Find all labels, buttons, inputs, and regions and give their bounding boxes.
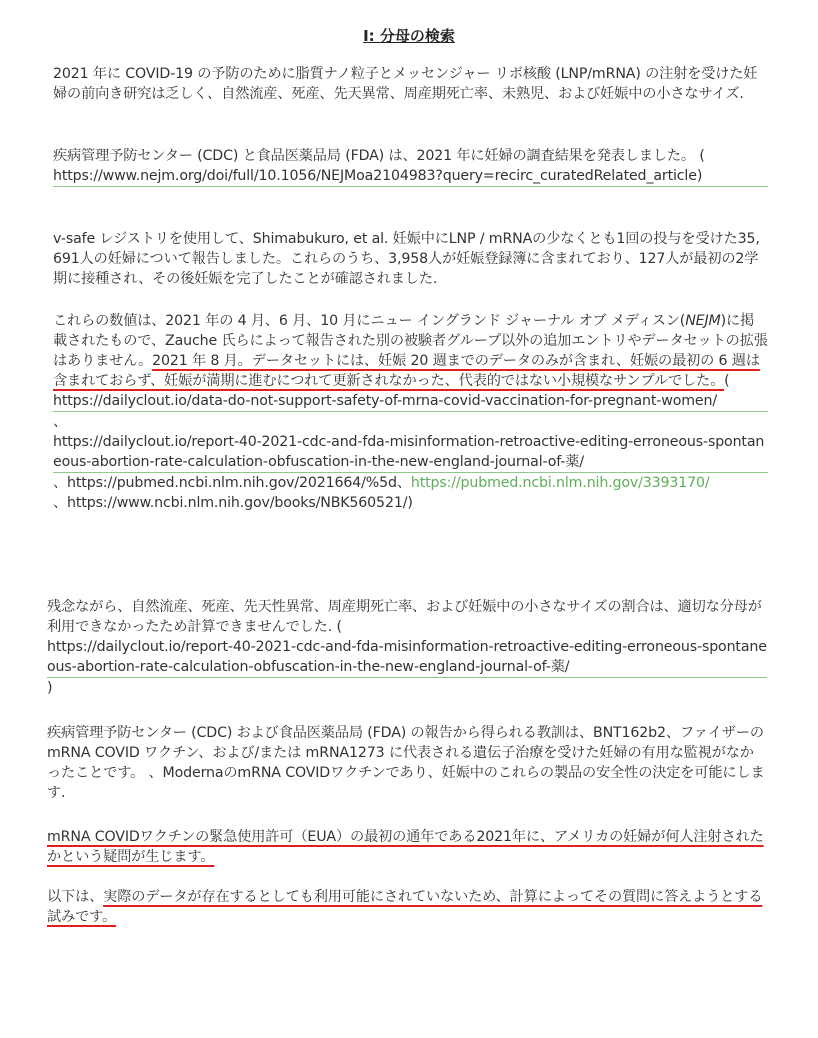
paragraph-cdc-fda-report	[53, 146, 768, 187]
pubmed-link-1[interactable]: https://pubmed.ncbi.nlm.nih.gov/2021664/%5d	[67, 475, 397, 491]
pubmed-link-2[interactable]: https://pubmed.ncbi.nlm.nih.gov/3393170/	[410, 475, 710, 491]
journal-abbrev: NEJM	[685, 313, 721, 329]
paragraph-nejm-dataset	[53, 311, 768, 513]
paragraph-text-a: これらの数値は、2021 年の 4 月、6 月、10 月にニュー イングランド ジャーナル オブ メディスン(	[53, 313, 686, 329]
separator: 、	[53, 414, 68, 430]
link-line-1	[53, 391, 768, 412]
open-paren: (	[724, 373, 730, 389]
paragraph-text: 残念ながら、自然流産、死産、先天性異常、周産期死亡率、および妊娠中の小さなサイズの割合は、適切な分母が利用できなかったため計算できませんでした. (	[47, 599, 762, 635]
dailyclout-link-1[interactable]: https://dailyclout.io/data-do-not-support-safety-of-mrna-covid-vaccination-for-pregnant-women/	[53, 393, 717, 409]
close-paren: )	[407, 495, 413, 511]
paragraph-text-b: )に掲載されたもので、Zauche 氏らによって報告された別の被験者グループ以外の追加エントリやデータセットの拡張はありません。	[53, 313, 768, 369]
separator: 、	[53, 495, 68, 511]
link-line	[47, 637, 767, 678]
paragraph-text: 疾病管理予防センター (CDC) と食品医薬品局 (FDA) は、2021 年に妊婦の調査結果を発表しました。 (	[53, 148, 705, 164]
close-paren: )	[696, 168, 703, 184]
paragraph-denominator-unavailable	[47, 597, 767, 698]
dailyclout-link-2[interactable]: https://dailyclout.io/report-40-2021-cdc-and-fda-misinformation-retroactive-editing-erroneous-spontaneous-abortion-rate-calculation-obfuscation-in-the-new-england-journal-of-薬/	[53, 434, 765, 470]
separator: 、	[53, 475, 68, 491]
paragraph-lesson: 疾病管理予防センター (CDC) および食品医薬品局 (FDA) の報告から得られる教訓は、BNT162b2、ファイザーの mRNA COVID ワクチン、および/または mRNA1273 に代表される遺伝子治療を受けた妊婦の有用な監視がなかったことです。 、ModernaのmRNA COVIDワクチンであり、妊娠中のこれらの製品の安全性の決定を可能にします.	[47, 725, 765, 801]
paragraph-question	[47, 827, 767, 867]
paragraph-text: 以下は、	[47, 889, 104, 905]
red-underlined-text: 実際のデータが存在するとしても利用可能にされていないため、計算によってその質問に答えようとする試みです。	[47, 889, 763, 925]
paragraph-calculation-attempt	[47, 887, 767, 927]
nejm-link-line	[53, 166, 768, 187]
section-heading: I: 分母の検索	[363, 27, 455, 45]
close-paren: )	[47, 680, 53, 696]
paragraph-intro: 2021 年に COVID-19 の予防のために脂質ナノ粒子とメッセンジャー リボ核酸 (LNP/mRNA) の注射を受けた妊婦の前向き研究は乏しく、自然流産、死産、先天異常、周産期死亡率、未熟児、および妊娠中の小さなサイズ.	[53, 66, 758, 102]
nejm-link[interactable]: https://www.nejm.org/doi/full/10.1056/NEJMoa2104983?query=recirc_curatedRelated_article	[53, 168, 697, 184]
paragraph-vsafe-registry: v-safe レジストリを使用して、Shimabukuro, et al. 妊娠中にLNP / mRNAの少なくとも1回の投与を受けた35,691人の妊婦について報告しました。これらのうち、3,958人が妊娠登録簿に含まれており、127人が最初の2学期に接種され、その後妊娠を完了したことが確認されました.	[53, 231, 760, 287]
red-underlined-text: mRNA COVIDワクチンの緊急使用許可（EUA）の最初の通年である2021年に、アメリカの妊婦が何人注射されたかという疑問が生じます。	[47, 829, 764, 865]
separator: 、	[396, 475, 411, 491]
dailyclout-report-link[interactable]: https://dailyclout.io/report-40-2021-cdc-and-fda-misinformation-retroactive-editing-erroneous-spontaneous-abortion-rate-calculation-obfuscation-in-the-new-england-journal-of-薬/	[47, 639, 767, 675]
ncbi-books-link[interactable]: https://www.ncbi.nlm.nih.gov/books/NBK560521/	[67, 495, 408, 511]
link-line-2	[53, 432, 768, 473]
red-underlined-text: 2021 年 8 月。データセットには、妊娠 20 週までのデータのみが含まれ、妊娠の最初の 6 週は含まれておらず、妊娠が満期に進むにつれて更新されなかった、代表的ではない小規模なサンプルでした。	[53, 353, 760, 389]
